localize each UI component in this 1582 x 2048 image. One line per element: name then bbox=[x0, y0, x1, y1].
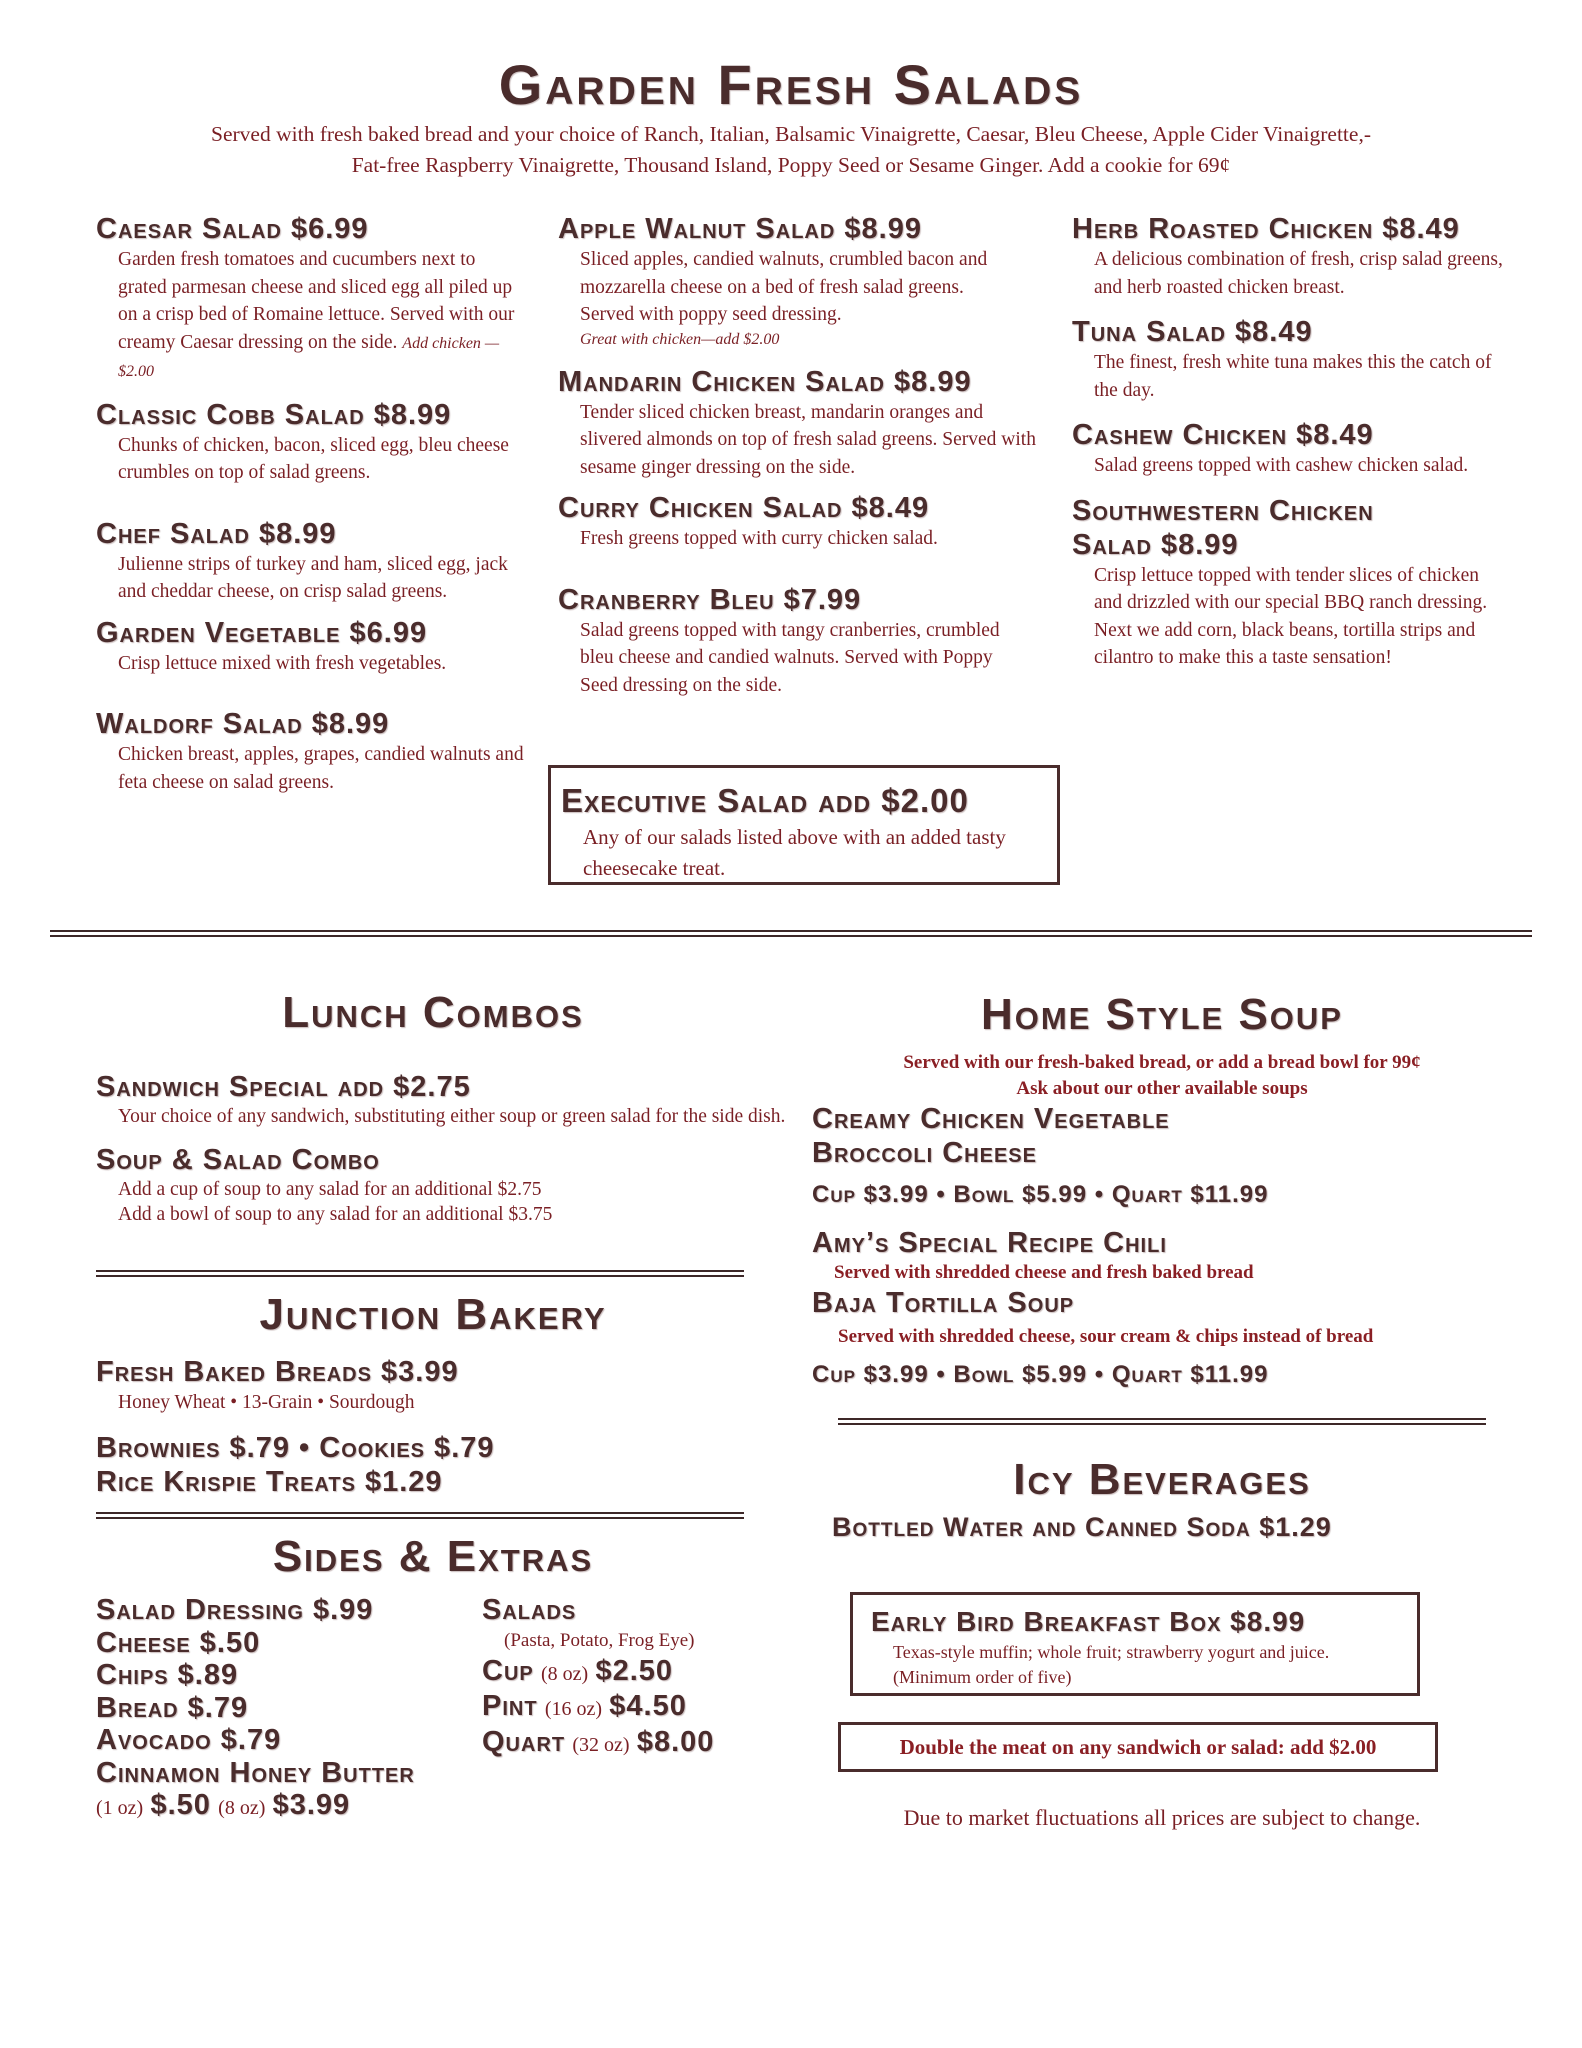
salads-intro bbox=[0, 119, 1582, 181]
page-title: Garden Fresh Salads bbox=[498, 53, 1084, 116]
double-meat-box bbox=[838, 1722, 1438, 1772]
salads-column-1 bbox=[96, 212, 526, 796]
soup-prices-2: Cup $3.99 • Bowl $5.99 • Quart $11.99 bbox=[812, 1361, 1269, 1388]
cup-label: Cup bbox=[482, 1654, 534, 1687]
item-title: Garden Vegetable $6.99 bbox=[96, 616, 428, 649]
side-salad-pint bbox=[482, 1690, 782, 1726]
soup-salad-combo-line2: Add a bowl of soup to any salad for an additional $3.75 bbox=[118, 1204, 553, 1225]
item-title-line2: Salad $8.99 bbox=[1072, 528, 1239, 561]
fresh-breads-title: Fresh Baked Breads $3.99 bbox=[96, 1356, 459, 1388]
pint-size: (16 oz) bbox=[544, 1698, 603, 1720]
menu-item-cashew-chicken bbox=[1072, 418, 1512, 480]
soup-salad-combo-title: Soup & Salad Combo bbox=[96, 1144, 380, 1176]
menu-item-apple-walnut bbox=[558, 212, 1048, 351]
cup-price: $2.50 bbox=[595, 1654, 674, 1687]
section-divider bbox=[50, 930, 1532, 937]
executive-salad-title: Executive Salad add $2.00 bbox=[561, 782, 969, 819]
item-title: Waldorf Salad $8.99 bbox=[96, 708, 390, 740]
butter-size-large: (8 oz) bbox=[218, 1797, 266, 1819]
butter-price-small: $.50 bbox=[150, 1789, 211, 1821]
bakery-title: Junction Bakery bbox=[259, 1290, 607, 1339]
rice-krispie-treats: Rice Krispie Treats $1.29 bbox=[96, 1466, 443, 1498]
item-description: Sliced apples, candied walnuts, crumbled bacon and mozzarella cheese on a bed of fresh salad greens. Served with poppy seed dressing. bbox=[580, 249, 988, 325]
menu-item-tuna bbox=[1072, 315, 1512, 404]
menu-item-garden-vegetable bbox=[96, 616, 526, 678]
item-title: Mandarin Chicken Salad $8.99 bbox=[558, 365, 972, 398]
soup-creamy-chicken: Creamy Chicken Vegetable bbox=[812, 1103, 1170, 1135]
item-description: Tender sliced chicken breast, mandarin oranges and slivered almonds on top of fresh salad greens. Served with sesame ginger dressing on the side. bbox=[580, 401, 1036, 478]
item-title: Herb Roasted Chicken $8.49 bbox=[1072, 213, 1460, 245]
sides-left-column bbox=[96, 1594, 476, 1825]
lunch-combos-section bbox=[96, 1070, 786, 1227]
item-title: Tuna Salad $8.49 bbox=[1072, 316, 1313, 348]
item-description: Salad greens topped with cashew chicken salad. bbox=[1094, 455, 1469, 476]
breakfast-minimum: (Minimum order of five) bbox=[893, 1667, 1072, 1687]
item-description: A delicious combination of fresh, crisp salad greens, and herb roasted chicken breast. bbox=[1094, 249, 1503, 298]
soup-note-2: Ask about our other available soups bbox=[1016, 1078, 1308, 1099]
sides-right-column bbox=[482, 1594, 782, 1761]
item-description: Chicken breast, apples, grapes, candied walnuts and feta cheese on salad greens. bbox=[118, 744, 524, 793]
bakery-divider bbox=[96, 1512, 744, 1519]
soup-note-1: Served with our fresh-baked bread, or add a bread bowl for 99¢ bbox=[903, 1052, 1421, 1073]
quart-price: $8.00 bbox=[636, 1725, 715, 1758]
sandwich-special-description: Your choice of any sandwich, substituting either soup or green salad for the side dish. bbox=[118, 1106, 786, 1127]
side-salads-description: (Pasta, Potato, Frog Eye) bbox=[504, 1629, 695, 1651]
item-description: Chunks of chicken, bacon, sliced egg, bleu cheese crumbles on top of salad greens. bbox=[118, 434, 509, 483]
item-title: Cranberry Bleu $7.99 bbox=[558, 583, 862, 616]
butter-size-small: (1 oz) bbox=[96, 1797, 144, 1819]
fresh-breads-description: Honey Wheat • 13-Grain • Sourdough bbox=[118, 1392, 415, 1413]
price-disclaimer: Due to market fluctuations all prices are subject to change. bbox=[903, 1805, 1421, 1830]
cup-size: (8 oz) bbox=[540, 1662, 589, 1685]
item-description: Crisp lettuce topped with tender slices of chicken and drizzled with our special BBQ ranch dressing. Next we add corn, black beans, tortilla strips and cilantro to make this a taste sensation! bbox=[1094, 564, 1488, 668]
menu-item-cranberry-bleu bbox=[558, 583, 1048, 700]
quart-label: Quart bbox=[482, 1725, 566, 1758]
soup-title: Home Style Soup bbox=[981, 990, 1343, 1039]
menu-item-caesar bbox=[96, 212, 526, 386]
soup-chili: Amy’s Special Recipe Chili bbox=[812, 1227, 1167, 1259]
item-description: The finest, fresh white tuna makes this the catch of the day. bbox=[1094, 352, 1492, 401]
butter-price-large: $3.99 bbox=[272, 1789, 351, 1821]
double-meat-text: Double the meat on any sandwich or salad: add $2.00 bbox=[899, 1735, 1377, 1759]
soup-section bbox=[812, 1050, 1512, 1392]
menu-item-southwestern-chicken bbox=[1072, 494, 1512, 672]
soup-baja-tortilla: Baja Tortilla Soup bbox=[812, 1287, 1075, 1319]
salads-column-3 bbox=[1072, 212, 1512, 672]
side-salad-quart bbox=[482, 1726, 782, 1762]
menu-item-herb-roasted-chicken bbox=[1072, 212, 1512, 301]
item-title: Chef Salad $8.99 bbox=[96, 517, 337, 550]
side-butter-prices bbox=[96, 1789, 476, 1825]
item-title: Curry Chicken Salad $8.49 bbox=[558, 492, 930, 524]
item-description: Julienne strips of turkey and ham, sliced egg, jack and cheddar cheese, on crisp salad greens. bbox=[118, 553, 508, 602]
breakfast-box bbox=[850, 1592, 1420, 1696]
salads-column-2 bbox=[558, 212, 1048, 699]
item-title: Apple Walnut Salad $8.99 bbox=[558, 213, 922, 245]
salads-intro-line2: Fat-free Raspberry Vinaigrette, Thousand Island, Poppy Seed or Sesame Ginger. Add a cookie for 69¢ bbox=[351, 153, 1231, 177]
soup-baja-description: Served with shredded cheese, sour cream & chips instead of bread bbox=[838, 1326, 1374, 1347]
sides-title: Sides & Extras bbox=[272, 1532, 594, 1581]
breakfast-title: Early Bird Breakfast Box $8.99 bbox=[871, 1606, 1306, 1637]
item-title-line1: Southwestern Chicken bbox=[1072, 494, 1374, 527]
executive-salad-description: Any of our salads listed above with an added tasty cheesecake treat. bbox=[583, 825, 1006, 880]
item-note: Add chicken —$2.00 bbox=[118, 334, 500, 380]
menu-item-cobb bbox=[96, 398, 526, 487]
item-title: Cashew Chicken $8.49 bbox=[1072, 419, 1374, 451]
salads-intro-line1: Served with fresh baked bread and your choice of Ranch, Italian, Balsamic Vinaigrette, Caesar, Bleu Cheese, Apple Cider Vinaigrette,- bbox=[211, 122, 1371, 146]
beverages-line: Bottled Water and Canned Soda $1.29 bbox=[832, 1512, 1332, 1542]
lunch-combos-title: Lunch Combos bbox=[282, 988, 584, 1037]
pint-price: $4.50 bbox=[609, 1690, 687, 1722]
item-title: Caesar Salad $6.99 bbox=[96, 213, 369, 245]
brownies-cookies: Brownies $.79 • Cookies $.79 bbox=[96, 1432, 495, 1464]
item-note: Great with chicken—add $2.00 bbox=[580, 330, 780, 348]
bakery-section bbox=[96, 1355, 776, 1499]
side-cheese: Cheese $.50 bbox=[96, 1626, 261, 1659]
side-chips: Chips $.89 bbox=[96, 1659, 239, 1691]
breakfast-description: Texas-style muffin; whole fruit; strawberry yogurt and juice. bbox=[893, 1642, 1330, 1662]
side-salad-cup bbox=[482, 1655, 782, 1691]
item-description: Salad greens topped with tangy cranberries, crumbled bleu cheese and candied walnuts. Served with Poppy Seed dressing on the side. bbox=[580, 619, 1000, 696]
soup-divider bbox=[838, 1418, 1486, 1425]
item-title: Classic Cobb Salad $8.99 bbox=[96, 398, 452, 431]
quart-size: (32 oz) bbox=[572, 1733, 630, 1756]
menu-item-chef bbox=[96, 517, 526, 606]
side-salads-title: Salads bbox=[482, 1594, 577, 1626]
soup-salad-combo-line1: Add a cup of soup to any salad for an additional $2.75 bbox=[118, 1179, 542, 1200]
side-cinnamon-butter: Cinnamon Honey Butter bbox=[96, 1756, 415, 1789]
side-bread: Bread $.79 bbox=[96, 1691, 249, 1724]
item-description: Garden fresh tomatoes and cucumbers next to grated parmesan cheese and sliced egg all piled up on a crisp bed of Romaine lettuce. Served with our creamy Caesar dressing on the side. Add chicken —$2.00 bbox=[118, 249, 515, 380]
side-salad-dressing: Salad Dressing $.99 bbox=[96, 1594, 374, 1626]
item-description: Fresh greens topped with curry chicken salad. bbox=[580, 528, 938, 549]
soup-chili-description: Served with shredded cheese and fresh baked bread bbox=[834, 1262, 1254, 1283]
soup-prices-1: Cup $3.99 • Bowl $5.99 • Quart $11.99 bbox=[812, 1181, 1269, 1208]
menu-item-waldorf bbox=[96, 707, 526, 796]
menu-item-curry-chicken bbox=[558, 491, 1048, 553]
lunch-divider bbox=[96, 1270, 744, 1277]
executive-salad-box bbox=[548, 765, 1060, 885]
sandwich-special-title: Sandwich Special add $2.75 bbox=[96, 1071, 471, 1103]
pint-label: Pint bbox=[482, 1690, 538, 1722]
beverages-title: Icy Beverages bbox=[1013, 1455, 1311, 1504]
item-description: Crisp lettuce mixed with fresh vegetables. bbox=[118, 652, 447, 674]
menu-item-mandarin-chicken bbox=[558, 365, 1048, 482]
side-avocado: Avocado $.79 bbox=[96, 1724, 282, 1756]
soup-broccoli-cheese: Broccoli Cheese bbox=[812, 1137, 1037, 1169]
